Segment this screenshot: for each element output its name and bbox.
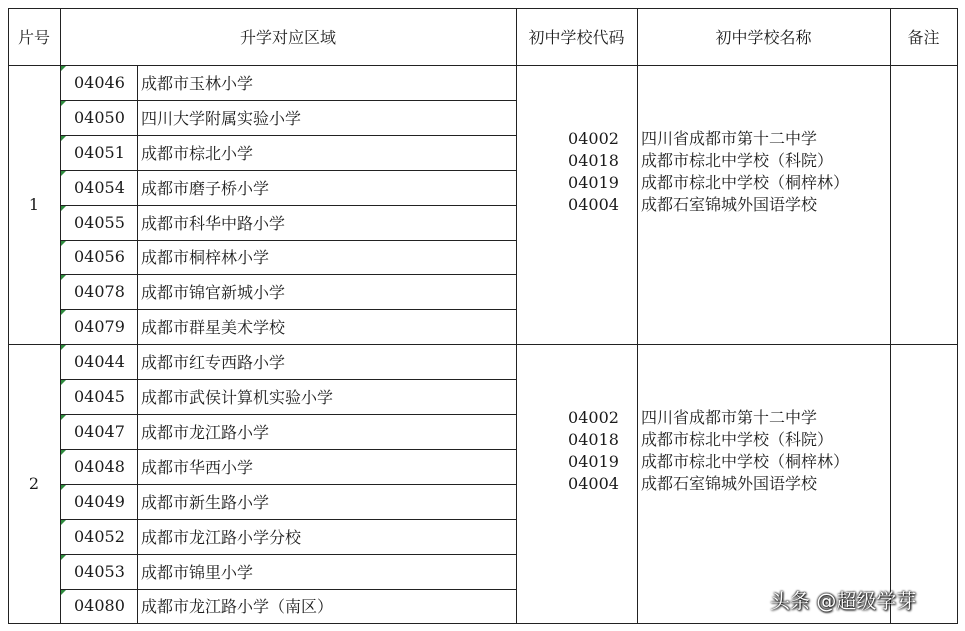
- cell-marker-icon: [61, 415, 66, 420]
- primary-school-name: 成都市龙江路小学（南区）: [141, 597, 334, 617]
- primary-school-name: 成都市棕北小学: [141, 143, 254, 163]
- primary-school-code: 04056: [74, 247, 125, 267]
- table-top-border: [8, 8, 958, 9]
- header-area: 升学对应区域: [239, 28, 336, 47]
- cell-marker-icon: [61, 171, 66, 176]
- header-middle-name: 初中学校名称: [715, 28, 812, 47]
- middle-school-code: 04004: [568, 195, 619, 215]
- middle-school-codes: [516, 344, 637, 519]
- cell-marker-icon: [61, 520, 66, 525]
- middle-school-name: 成都石室锦城外国语学校: [641, 474, 818, 494]
- middle-school-name: 四川省成都市第十二中学: [641, 408, 818, 428]
- middle-school-name: 成都市棕北中学校（桐梓林）: [641, 173, 850, 193]
- primary-school-code: 04050: [74, 107, 125, 127]
- primary-school-name: 成都市新生路小学: [141, 492, 270, 512]
- header-seq: 片号: [17, 28, 50, 47]
- primary-school-name: 成都市科华中路小学: [141, 213, 286, 233]
- primary-school-code: 04045: [74, 387, 125, 407]
- watermark: 头条 @超级学芽: [770, 589, 917, 613]
- middle-school-name: 成都石室锦城外国语学校: [641, 195, 818, 215]
- primary-school-code: 04049: [74, 491, 125, 511]
- primary-school-code: 04052: [74, 526, 125, 546]
- middle-school-code: 04002: [568, 408, 619, 428]
- primary-school-code: 04046: [74, 72, 125, 92]
- header-middle-code: 初中学校代码: [528, 28, 625, 47]
- primary-school-name: 成都市群星美术学校: [141, 318, 286, 338]
- seq-cell: 2: [28, 474, 40, 494]
- middle-school-code: 04018: [568, 430, 619, 450]
- primary-school-code: 04078: [74, 282, 125, 302]
- middle-school-names: [637, 65, 890, 240]
- primary-school-name: 四川大学附属实验小学: [141, 108, 302, 128]
- primary-school-code: 04047: [74, 421, 125, 441]
- table-right-border: [957, 8, 958, 624]
- cell-marker-icon: [61, 136, 66, 141]
- primary-school-code: 04080: [74, 596, 125, 616]
- middle-school-codes: [516, 65, 637, 240]
- primary-school-name: 成都市龙江路小学: [141, 422, 270, 442]
- primary-school-code: 04053: [74, 561, 125, 581]
- primary-school-code: 04048: [74, 456, 125, 476]
- header-note: 备注: [907, 28, 940, 47]
- primary-school-name: 成都市龙江路小学分校: [141, 527, 302, 547]
- middle-school-code: 04019: [568, 173, 619, 193]
- primary-school-code: 04079: [74, 317, 125, 337]
- primary-school-name: 成都市磨子桥小学: [141, 178, 270, 198]
- middle-school-name: 四川省成都市第十二中学: [641, 129, 818, 149]
- cell-marker-icon: [61, 101, 66, 106]
- primary-school-code: 04054: [74, 177, 125, 197]
- middle-school-names: [637, 344, 890, 519]
- cell-marker-icon: [61, 555, 66, 560]
- cell-marker-icon: [61, 206, 66, 211]
- primary-school-name: 成都市华西小学: [141, 457, 254, 477]
- middle-school-code: 04004: [568, 474, 619, 494]
- middle-school-code: 04019: [568, 452, 619, 472]
- primary-school-name: 成都市玉林小学: [141, 73, 254, 93]
- primary-school-name: 成都市武侯计算机实验小学: [141, 388, 334, 408]
- cell-marker-icon: [61, 345, 66, 350]
- middle-school-name: 成都市棕北中学校（桐梓林）: [641, 452, 850, 472]
- primary-school-code: 04044: [74, 352, 125, 372]
- primary-school-code: 04055: [74, 212, 125, 232]
- cell-marker-icon: [61, 380, 66, 385]
- cell-marker-icon: [61, 485, 66, 490]
- primary-school-code: 04051: [74, 142, 125, 162]
- primary-school-name: 成都市红专西路小学: [141, 353, 286, 373]
- cell-marker-icon: [61, 590, 66, 595]
- primary-school-name: 成都市桐梓林小学: [141, 248, 270, 268]
- middle-school-name: 成都市棕北中学校（科院）: [641, 151, 834, 171]
- primary-school-name: 成都市锦里小学: [141, 562, 254, 582]
- primary-school-name: 成都市锦官新城小学: [141, 283, 286, 303]
- cell-marker-icon: [61, 450, 66, 455]
- seq-cell: 1: [28, 195, 40, 215]
- cell-marker-icon: [61, 275, 66, 280]
- cell-marker-icon: [61, 241, 66, 246]
- middle-school-name: 成都市棕北中学校（科院）: [641, 430, 834, 450]
- cell-marker-icon: [61, 66, 66, 71]
- cell-marker-icon: [61, 310, 66, 315]
- note-cell: [890, 344, 957, 623]
- middle-school-code: 04002: [568, 129, 619, 149]
- note-cell: [890, 65, 957, 344]
- middle-school-code: 04018: [568, 151, 619, 171]
